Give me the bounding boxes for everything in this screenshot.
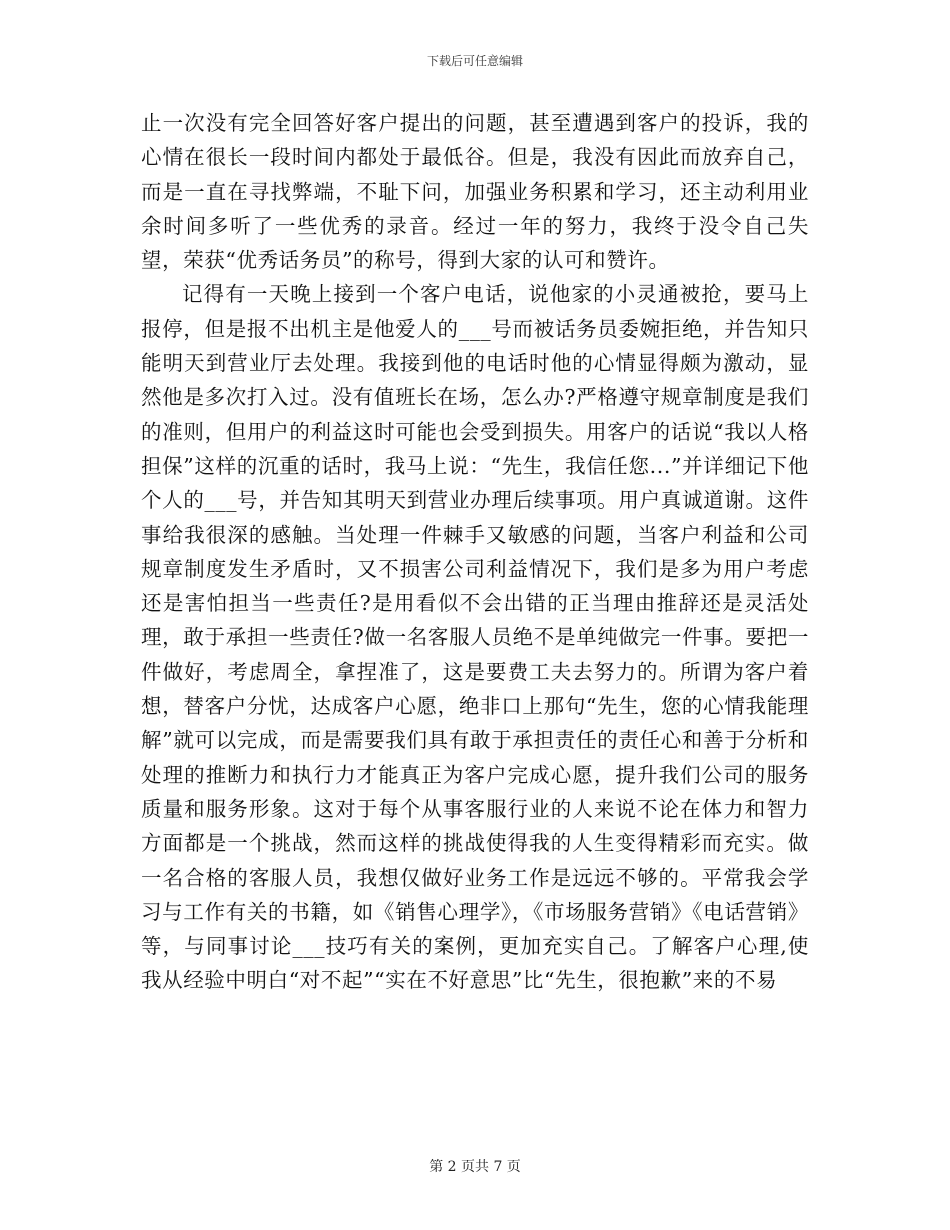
page-header: 下载后可任意编辑 [426, 54, 523, 68]
document-body [141, 106, 809, 998]
page-number: 第 2 页共 7 页 [429, 1159, 521, 1175]
paragraph-customer-story: 记得有一天晚上接到一个客户电话，说他家的小灵通被抢，要马上报停，但是报不出机主是他爱人的___号而被话务员委婉拒绝，并告知只能明天到营业厅去处理。我接到他的电话时他的心情显得颇为激动，显然他是多次打入过。没有值班长在场，怎么办?严格遵守规章制度是我们的准则，但用户的利益这时可能也会受到损失。用客户的话说“我以人格担保”这样的沉重的话时，我马上说：“先生，我信任您...”并详细记下他个人的___号，并告知其明天到营业办理后续事项。用户真诚道谢。这件事给我很深的感触。当处理一件棘手又敏感的问题，当客户利益和公司规章制度发生矛盾时，又不损害公司利益情况下，我们是多为用户考虑还是害怕担当一些责任?是用看似不会出错的正当理由推辞还是灵活处理，敢于承担一些责任?做一名客服人员绝不是单纯做完一件事。要把一件做好，考虑周全，拿捏准了，这是要费工夫去努力的。所谓为客户着想，替客户分忧，达成客户心愿，绝非口上那句“先生，您的心情我能理解”就可以完成，而是需要我们具有敢于承担责任的责任心和善于分析和处理的推断力和执行力才能真正为客户完成心愿，提升我们公司的服务质量和服务形象。这对于每个从事客服行业的人来说不论在体力和智力方面都是一个挑战，然而这样的挑战使得我的人生变得精彩而充实。做一名合格的客服人员，我想仅做好业务工作是远远不够的。平常我会学习与工作有关的书籍，如《销售心理学》，《市场服务营销》《电话营销》等，与同事讨论___技巧有关的案例，更加充实自己。了解客户心理,使我从经验中明白“对不起”“实在不好意思”比“先生，很抱歉”来的不易 [141, 282, 809, 993]
paragraph-continued: 止一次没有完全回答好客户提出的问题，甚至遭遇到客户的投诉，我的心情在很长一段时间内都处于最低谷。但是，我没有因此而放弃自己，而是一直在寻找弊端，不耻下问，加强业务积累和学习，还主动利用业余时间多听了一些优秀的录音。经过一年的努力，我终于没令自己失望，荣获“优秀话务员”的称号，得到大家的认可和赞许。 [141, 111, 809, 273]
